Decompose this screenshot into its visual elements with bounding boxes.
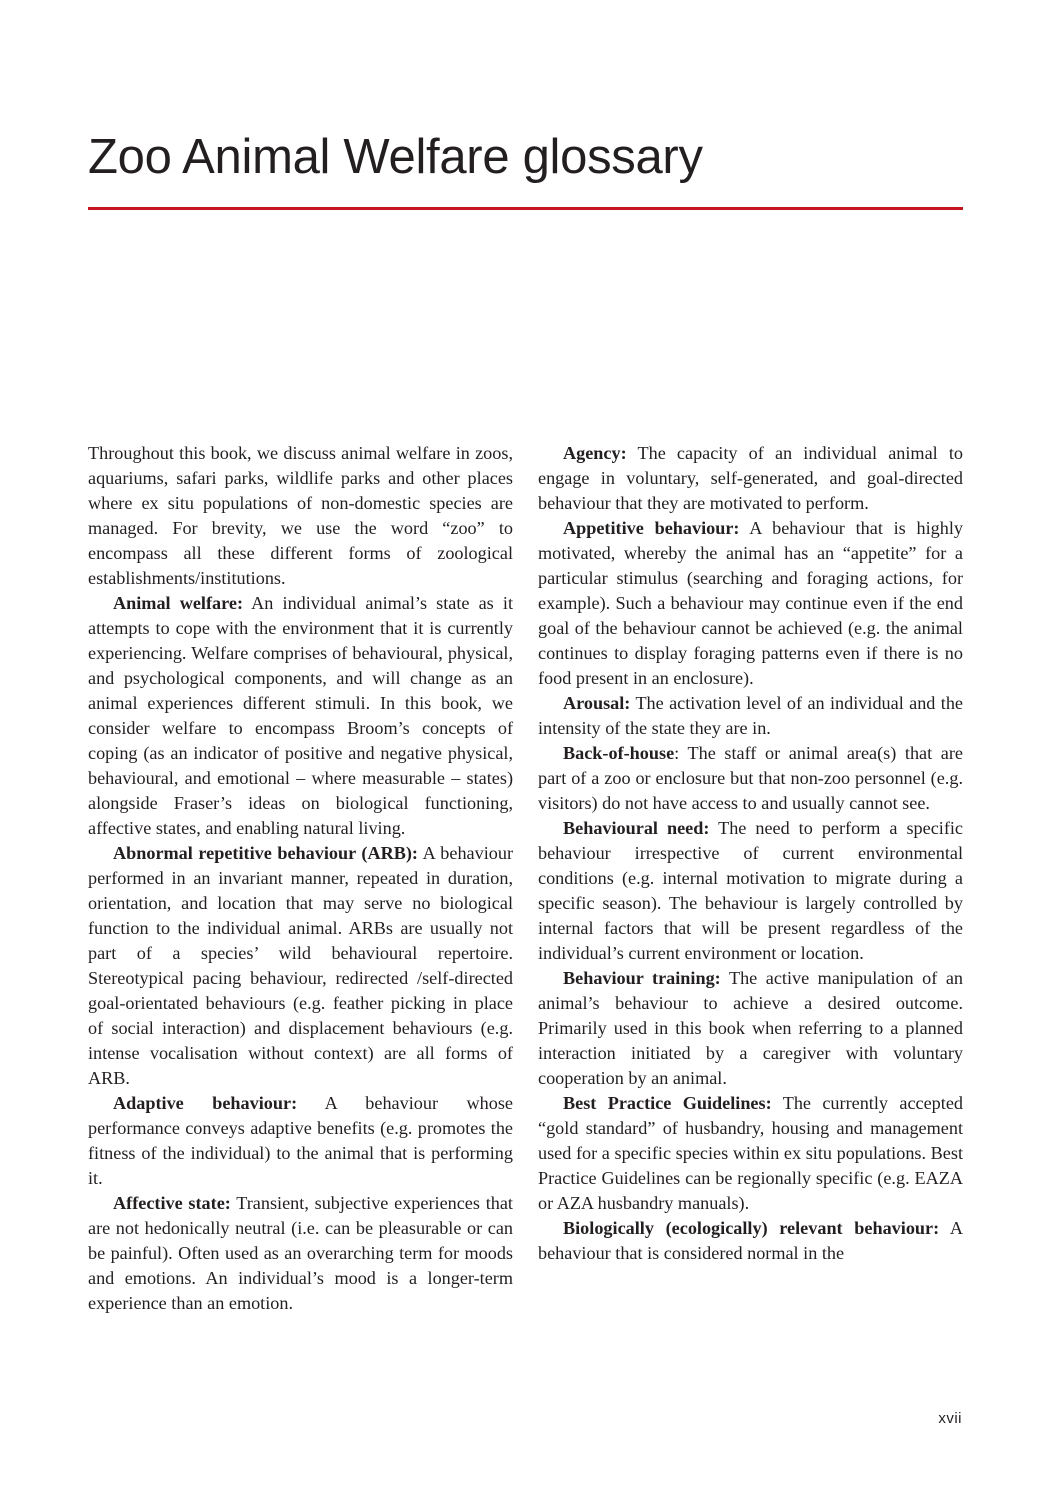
left-column (88, 441, 513, 1316)
glossary-term: Back-of-house (563, 743, 675, 763)
glossary-definition: Transient, subjective experiences that are not hedonically neutral (i.e. can be pleasurable or can be painful). Often used as an overarching term for moods and emotions. An individual’s mood is a longer-term experience than an emotion. (88, 1193, 513, 1313)
glossary-entry (538, 1216, 963, 1266)
glossary-term: Biologically (ecologically) relevant behaviour: (563, 1218, 940, 1238)
glossary-definition: A behaviour that is considered normal in the (538, 1218, 963, 1263)
right-column (538, 441, 963, 1266)
glossary-entry (538, 966, 963, 1091)
glossary-definition: An individual animal’s state as it attempts to cope with the environment that it is currently experiencing. Welfare comprises of behavioural, physical, and psychological components, and will change as an animal experiences different stimuli. In this book, we consider welfare to encompass Broom’s concepts of coping (as an indicator of positive and negative physical, behavioural, and emotional – where measurable – states) alongside Fraser’s ideas on biological functioning, affective states, and enabling natural living. (88, 593, 513, 838)
glossary-definition: A behaviour performed in an invariant manner, repeated in duration, orientation, and location that may serve no biological function to the individual animal. ARBs are usually not part of a species’ wild behavioural repertoire. Stereotypical pacing behaviour, redirected /self-directed goal-orientated behaviours (e.g. feather picking in place of social interaction) and displacement behaviours (e.g. intense vocalisation without context) are all forms of ARB. (88, 843, 514, 1088)
glossary-entry (538, 1091, 963, 1216)
glossary-definition: A behaviour whose performance conveys adaptive benefits (e.g. promotes the fitness of the individual) to the animal that is performing it. (88, 1093, 514, 1188)
glossary-definition: The currently accepted “gold standard” of husbandry, housing and management used for a specific species within ex situ populations. Best Practice Guidelines can be regionally specific (e.g. EAZA or AZA husbandry manuals). (538, 1093, 963, 1213)
glossary-entry (538, 816, 963, 966)
glossary-term: Appetitive behaviour: (563, 518, 740, 538)
glossary-entry (88, 841, 513, 1091)
glossary-entry (88, 1091, 513, 1191)
glossary-definition: A behaviour that is highly motivated, whereby the animal has an “appetite” for a particular stimulus (searching and foraging actions, for example). Such a behaviour may continue even if the end goal of the behaviour cannot be achieved (e.g. the animal continues to display foraging patterns even if there is no food present in an enclosure). (538, 518, 963, 688)
glossary-entry (538, 516, 963, 691)
title-divider (88, 207, 963, 210)
glossary-term: Adaptive behaviour: (113, 1093, 298, 1113)
page-number: xvii (938, 1410, 962, 1427)
glossary-term: Behavioural need: (563, 818, 710, 838)
glossary-definition: The need to perform a specific behaviour irrespective of current environmental conditions (e.g. internal motivation to migrate during a specific season). The behaviour is largely controlled by internal factors that will be present regardless of the individual’s current environment or location. (538, 818, 964, 963)
glossary-entry (538, 691, 963, 741)
glossary-term: Arousal: (563, 693, 631, 713)
glossary-term: Best Practice Guidelines: (563, 1093, 772, 1113)
intro-paragraph: Throughout this book, we discuss animal welfare in zoos, aquariums, safari parks, wildlife parks and other places where ex situ populations of non-domestic species are managed. For brevity, we use the word “zoo” to encompass all these different forms of zoological establishments/institutions. (88, 443, 513, 588)
glossary-term: Abnormal repetitive behaviour (ARB): (113, 843, 418, 863)
glossary-definition: The active manipulation of an animal’s behaviour to achieve a desired outcome. Primarily used in this book when referring to a planned interaction initiated by a caregiver with voluntary cooperation by an animal. (538, 968, 964, 1088)
glossary-entry (538, 741, 963, 816)
glossary-definition: The capacity of an individual animal to engage in voluntary, self-generated, and goal-directed behaviour that they are motivated to perform. (538, 443, 964, 513)
page-title: Zoo Animal Welfare glossary (88, 130, 703, 184)
glossary-term: Agency: (563, 443, 627, 463)
glossary-definition: The activation level of an individual and the intensity of the state they are in. (538, 693, 963, 738)
glossary-entry (88, 1191, 513, 1316)
glossary-entry (88, 591, 513, 841)
glossary-term: Behaviour training: (563, 968, 721, 988)
glossary-term: Animal welfare: (113, 593, 244, 613)
glossary-entry (538, 441, 963, 516)
glossary-term: Affective state: (113, 1193, 231, 1213)
glossary-definition: : The staff or animal area(s) that are part of a zoo or enclosure but that non-zoo personnel (e.g. visitors) do not have access to and usually cannot see. (538, 743, 963, 813)
